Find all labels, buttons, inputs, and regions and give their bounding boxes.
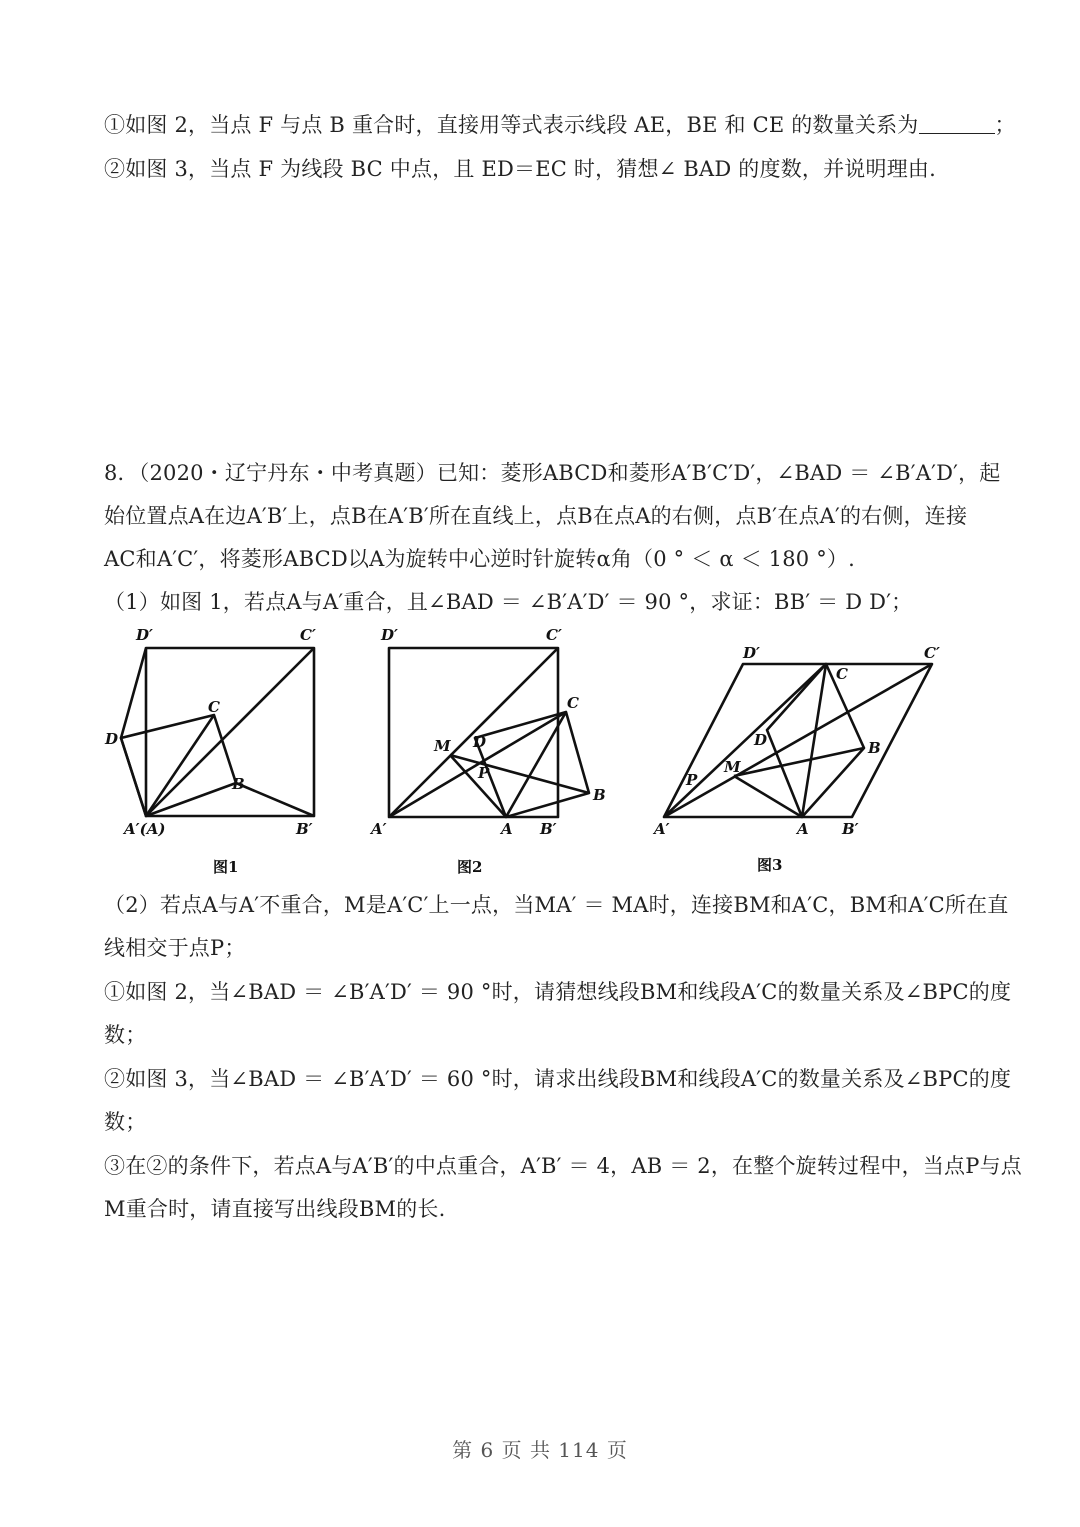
fig3-label-B: B bbox=[868, 739, 881, 757]
fig3-label-Bp: B′ bbox=[842, 820, 859, 838]
fig1-label-Dp: D′ bbox=[136, 626, 153, 644]
fig3-label-Cp: C′ bbox=[924, 644, 940, 662]
prev-sub2-line: ②如图 3，当点 F 为线段 BC 中点，且 ED＝EC 时，猜想∠ BAD 的度数，并说明理由. bbox=[104, 157, 936, 181]
fig2-label-Cp: C′ bbox=[546, 626, 562, 644]
fig1-caption: 图1 bbox=[213, 858, 239, 876]
fig1-label-B: B bbox=[232, 775, 245, 793]
prev-sub1-text: ①如图 2，当点 F 与点 B 重合时，直接用等式表示线段 AE，BE 和 CE 的数量关系为 bbox=[104, 113, 919, 137]
q8-part1-line: （1）如图 1，若点A与A′重合，且∠BAD ＝ ∠B′A′D′ ＝ 90 °，求证：BB′ ＝ D D′； bbox=[104, 590, 913, 614]
figures-svg bbox=[100, 620, 980, 890]
answer-blank bbox=[919, 113, 995, 134]
fig1-label-Cp: C′ bbox=[300, 626, 316, 644]
fig2-label-Dp: D′ bbox=[381, 626, 398, 644]
q8-line-1: 8．（2020・辽宁丹东・中考真题）已知：菱形ABCD和菱形A′B′C′D′，∠BAD ＝ ∠B′A′D′，起 bbox=[104, 461, 1001, 485]
fig3-label-D: D bbox=[754, 731, 768, 749]
fig2-label-D: D bbox=[473, 733, 487, 751]
fig3-label-Dp: D′ bbox=[743, 644, 760, 662]
fig2-label-Ap: A′ bbox=[371, 820, 387, 838]
fig1-label-Bp: B′ bbox=[296, 820, 313, 838]
q8-sub3-line-2: M重合时，请直接写出线段BM的长. bbox=[104, 1197, 446, 1221]
prev-sub1-line bbox=[104, 110, 1016, 140]
fig3-label-A: A bbox=[797, 820, 809, 838]
fig2-label-M: M bbox=[434, 737, 451, 755]
fig2-label-A: A bbox=[501, 820, 513, 838]
fig1-label-ApA: A′(A) bbox=[124, 820, 166, 838]
figure-3 bbox=[664, 664, 932, 817]
page-footer: 第 6 页 共 114 页 bbox=[452, 1438, 628, 1462]
figure-1 bbox=[121, 648, 314, 816]
fig2-label-C: C bbox=[567, 694, 579, 712]
fig2-label-P: P bbox=[478, 764, 490, 782]
fig3-label-Ap: A′ bbox=[654, 820, 670, 838]
q8-part2-line-2: 线相交于点P； bbox=[104, 936, 246, 960]
fig1-label-D: D bbox=[105, 730, 119, 748]
fig2-caption: 图2 bbox=[457, 858, 483, 876]
fig1-label-C: C bbox=[208, 698, 220, 716]
q8-sub1-line-1: ①如图 2，当∠BAD ＝ ∠B′A′D′ ＝ 90 °时，请猜想线段BM和线段A′C的数量关系及∠BPC的度 bbox=[104, 980, 1012, 1004]
fig2-label-B: B bbox=[593, 786, 606, 804]
prev-sub1-end: ； bbox=[994, 113, 1016, 137]
q8-sub1-line-2: 数； bbox=[104, 1023, 147, 1047]
q8-line-2: 始位置点A在边A′B′上，点B在A′B′所在直线上，点B在点A的右侧，点B′在点A′的右侧，连接 bbox=[104, 504, 968, 528]
fig3-label-M: M bbox=[724, 758, 741, 776]
q8-sub3-line-1: ③在②的条件下，若点A与A′B′的中点重合，A′B′ ＝ 4，AB ＝ 2，在整个旋转过程中，当点P与点 bbox=[104, 1154, 1022, 1178]
fig3-caption: 图3 bbox=[757, 856, 783, 874]
q8-sub2-line-1: ②如图 3，当∠BAD ＝ ∠B′A′D′ ＝ 60 °时，请求出线段BM和线段A′C的数量关系及∠BPC的度 bbox=[104, 1067, 1012, 1091]
fig3-label-P: P bbox=[686, 771, 698, 789]
figures-row bbox=[100, 620, 980, 890]
q8-line-3: AC和A′C′，将菱形ABCD以A为旋转中心逆时针旋转α角（0 ° ＜ α ＜ 180 °）. bbox=[104, 547, 855, 571]
q8-sub2-line-2: 数； bbox=[104, 1110, 147, 1134]
fig2-label-Bp: B′ bbox=[540, 820, 557, 838]
q8-part2-line-1: （2）若点A与A′不重合，M是A′C′上一点，当MA′ ＝ MA时，连接BM和A′C，BM和A′C所在直 bbox=[104, 893, 1009, 917]
fig3-label-C: C bbox=[836, 665, 848, 683]
figure-2 bbox=[389, 648, 589, 817]
